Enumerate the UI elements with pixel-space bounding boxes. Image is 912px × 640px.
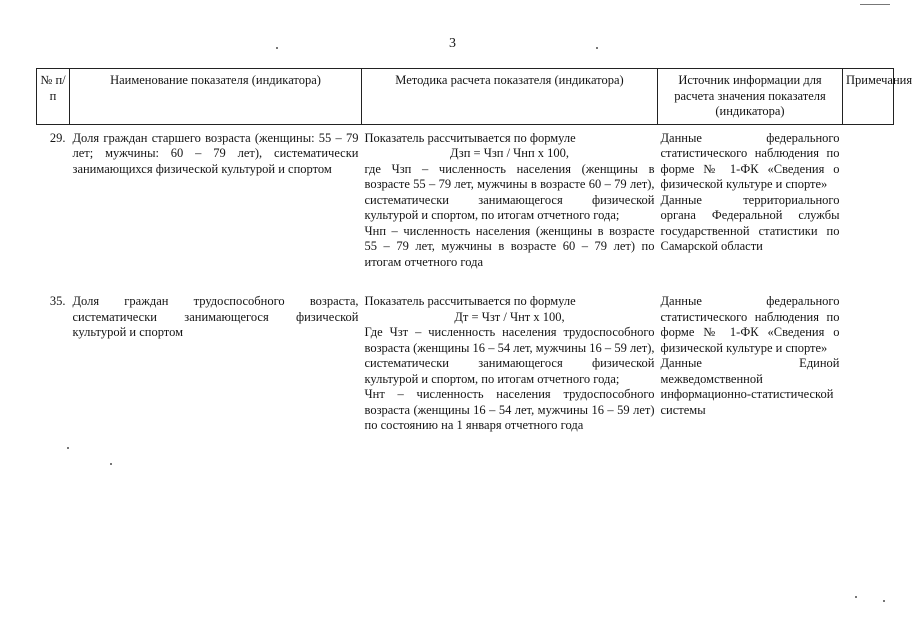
header-indicator-name: Наименование показателя (индикатора) bbox=[70, 69, 362, 125]
table-row bbox=[37, 288, 894, 434]
row-number: 29. bbox=[49, 130, 66, 145]
notes-cell bbox=[843, 124, 894, 270]
header-calculation-method: Методика расчета показателя (индикатора) bbox=[362, 69, 658, 125]
page-number: 3 bbox=[449, 36, 456, 51]
method-formula: Дзп = Чзп / Чнп х 100, bbox=[449, 146, 570, 160]
method-definition: Где Чзт – численность населения трудоспособного возраста (женщины 16 – 54 лет, мужчины 16 – 59 лет), систематически занимающегося физической культурой и спортом, по итогам отчетного года; bbox=[364, 325, 655, 386]
source-entry: Данные Единой межведомственной информационно-статистической системы bbox=[660, 356, 840, 417]
row-number: 35. bbox=[49, 294, 66, 308]
indicators-table bbox=[36, 68, 912, 434]
information-source bbox=[658, 288, 843, 434]
header-information-source: Источник информации для расчета значения показателя (индикатора) bbox=[658, 69, 843, 125]
source-entry: Данные федерального статистического наблюдения по форме № 1-ФК «Сведения о физической культуре и спорте» bbox=[660, 294, 840, 355]
method-definition: Чнп – численность населения (женщины в возрасте 55 – 79 лет, мужчины в возрасте 60 – 79 лет) по итогам отчетного года bbox=[364, 223, 655, 269]
method-formula: Дт = Чзт / Чнт х 100, bbox=[454, 309, 565, 324]
indicator-name: Доля граждан старшего возраста (женщины: 55 – 79 лет; мужчины: 60 – 79 лет), систематически занимающихся физической культурой и спортом bbox=[72, 130, 359, 176]
method-definition: где Чзп – численность населения (женщины в возрасте 55 – 79 лет, мужчины в возрасте 60 – 79 лет), систематически занимающегося физической культурой и спортом, по итогам отчетного года; bbox=[364, 161, 655, 222]
header-notes: Примечания bbox=[843, 69, 894, 125]
table-header-row bbox=[37, 69, 894, 125]
method-definition: Чнт – численность населения трудоспособного возраста (женщины 16 – 54 лет, мужчины 16 – 59 лет) по состоянию на 1 января отчетного года bbox=[364, 387, 655, 432]
method-intro: Показатель рассчитывается по формуле bbox=[364, 294, 576, 308]
calculation-method bbox=[362, 288, 658, 434]
indicator-name: Доля граждан трудоспособного возраста, систематически занимающегося физической культурой и спортом bbox=[72, 294, 359, 339]
table-row bbox=[37, 124, 894, 270]
method-intro: Показатель рассчитывается по формуле bbox=[364, 130, 576, 145]
information-source bbox=[658, 124, 843, 270]
source-entry: Данные федерального статистического наблюдения по форме № 1-ФК «Сведения о физической культуре и спорте» bbox=[660, 130, 840, 191]
calculation-method bbox=[362, 124, 658, 270]
header-number: № п/п bbox=[37, 69, 70, 125]
notes-cell bbox=[843, 288, 894, 434]
source-entry: Данные территориального органа Федеральной службы государственной статистики по Самарской области bbox=[660, 192, 840, 253]
